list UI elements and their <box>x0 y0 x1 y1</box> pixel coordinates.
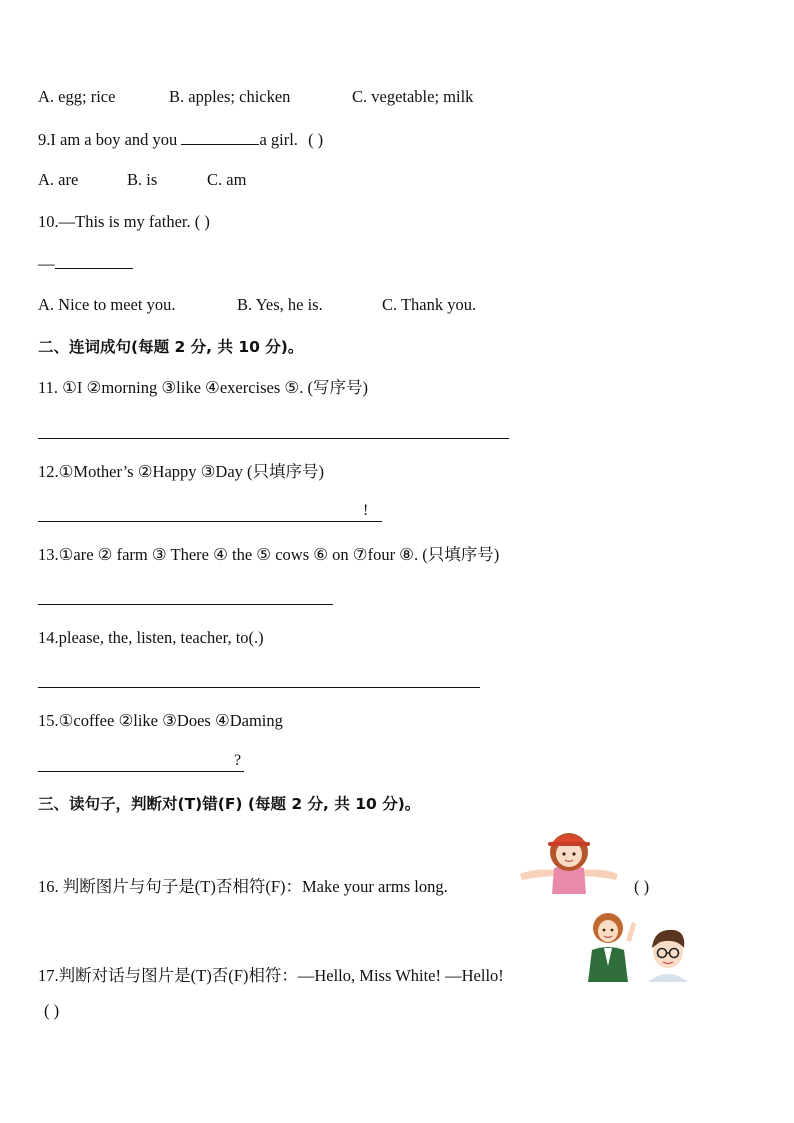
q14-question: 14.please, the, listen, teacher, to(.) <box>38 628 264 647</box>
q15-question: 15.①coffee ②like ③Does ④Daming <box>38 711 283 730</box>
q10-question: 10.—This is my father. ( ) <box>38 212 210 231</box>
q12-question: 12.①Mother’s ②Happy ③Day (只填序号) <box>38 462 325 481</box>
q8-options <box>38 86 473 108</box>
teacher-waving-illustration <box>582 910 640 982</box>
q10-dash: — <box>38 254 55 273</box>
q10-answer-blank[interactable] <box>55 252 133 269</box>
q10-option-c: C. Thank you. <box>382 295 477 314</box>
q9-suffix: a girl. <box>259 130 298 149</box>
q13-question: 13.①are ② farm ③ There ④ the ⑤ cows ⑥ on ⑦four ⑧. (只填序号) <box>38 545 500 564</box>
q9-options <box>38 169 246 191</box>
q16-question: 16. 判断图片与句子是(T)否相符(F)：Make your arms long. <box>38 877 448 896</box>
q17-question: 17.判断对话与图片是(T)否(F)相符：—Hello, Miss White! —Hello! <box>38 966 504 985</box>
q9-question <box>38 128 323 151</box>
section3-heading: 三、读句子，判断对(T)错(F) (每题 2 分, 共 10 分)。 <box>38 795 421 813</box>
q13-answer-line[interactable] <box>38 604 333 605</box>
q9-option-a: A. are <box>38 170 79 189</box>
q9-answer-paren[interactable]: ( ) <box>308 130 324 149</box>
q10-options <box>38 294 476 316</box>
q8-option-c: C. vegetable; milk <box>352 87 474 106</box>
q10-response <box>38 252 133 275</box>
q9-prefix: 9.I am a boy and you <box>38 130 178 149</box>
boy-with-glasses-illustration <box>640 924 696 982</box>
q15-question-mark: ? <box>234 752 242 769</box>
q16-answer-paren[interactable]: ( ) <box>634 877 650 896</box>
section2-heading: 二、连词成句(每题 2 分, 共 10 分)。 <box>38 338 304 356</box>
girl-stretching-arms-illustration <box>514 830 624 896</box>
q14-answer-line[interactable] <box>38 687 480 688</box>
q17-answer-paren[interactable]: ( ) <box>44 1001 60 1020</box>
q11-answer-line[interactable] <box>38 438 509 439</box>
q10-option-b: B. Yes, he is. <box>237 295 323 314</box>
q9-option-b: B. is <box>127 170 158 189</box>
q12-answer-line[interactable] <box>38 521 382 522</box>
q10-option-a: A. Nice to meet you. <box>38 295 176 314</box>
q12-exclamation: ! <box>363 502 369 519</box>
q8-option-b: B. apples; chicken <box>169 87 291 106</box>
q9-option-c: C. am <box>207 170 247 189</box>
q9-answer-blank[interactable] <box>181 128 259 145</box>
q11-question: 11. ①I ②morning ③like ④exercises ⑤. (写序号) <box>38 378 368 397</box>
q15-answer-line[interactable] <box>38 771 244 772</box>
q8-option-a: A. egg; rice <box>38 87 116 106</box>
